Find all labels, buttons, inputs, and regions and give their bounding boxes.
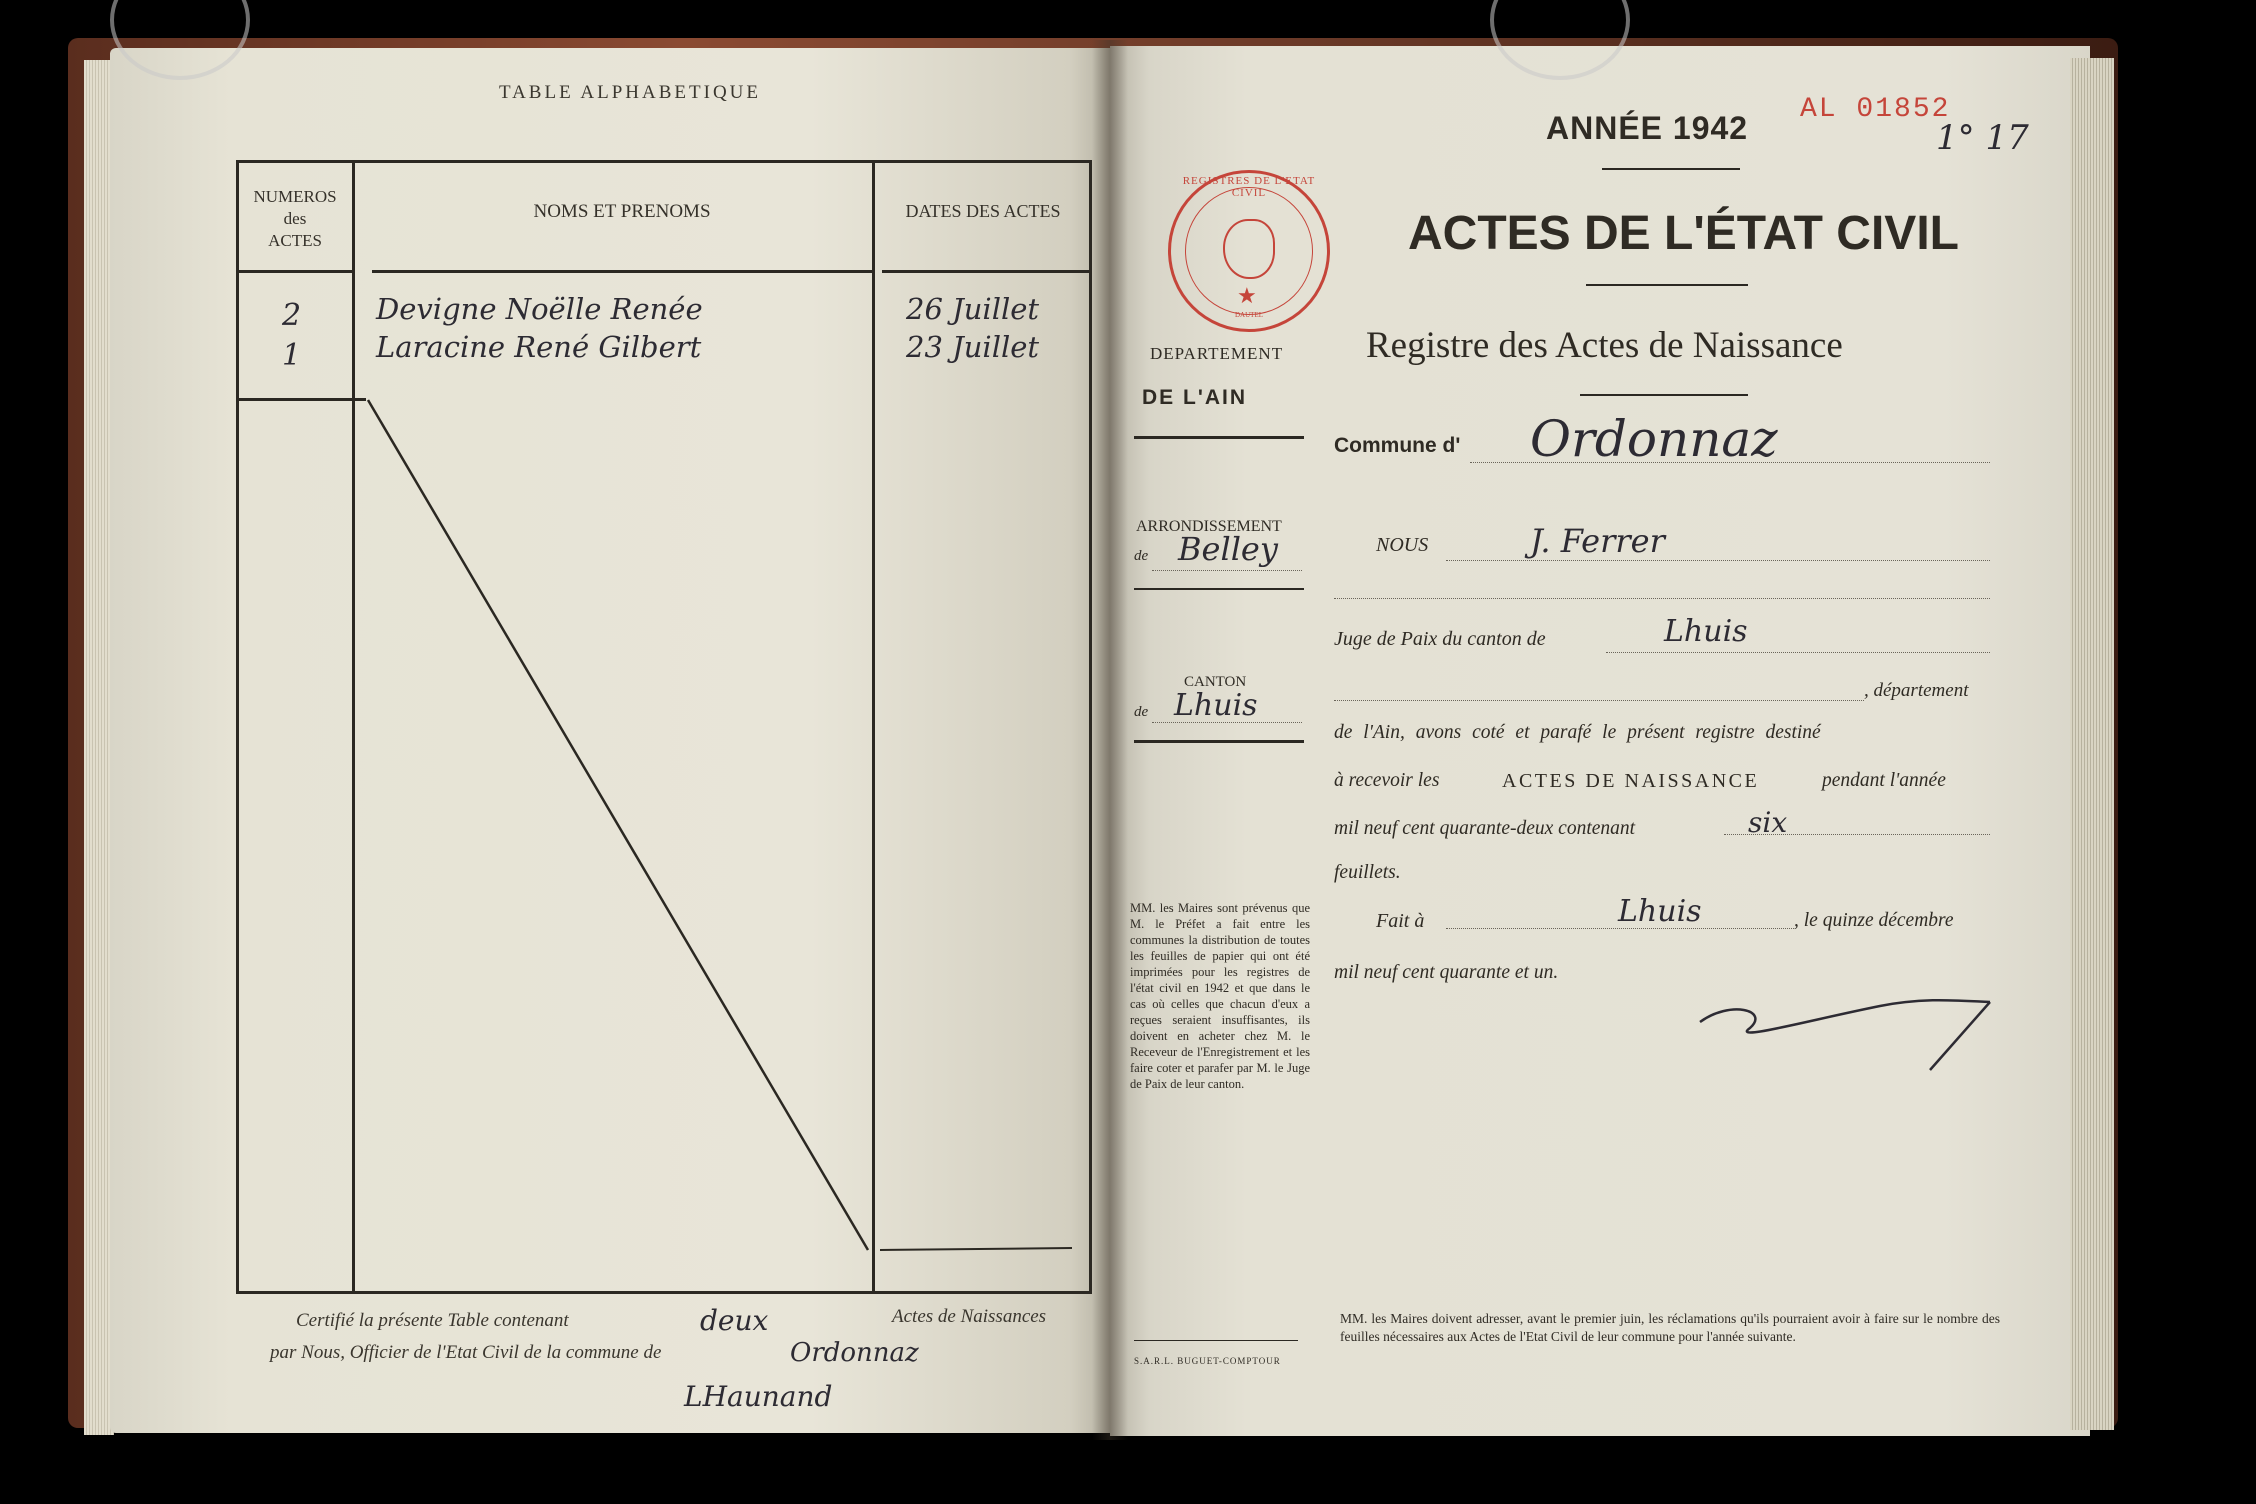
civil-registry-seal (1168, 170, 1330, 332)
juge-label: Juge de Paix du canton de (1334, 628, 1546, 650)
commune-label: Commune d' (1334, 434, 1461, 457)
entry-1-nom: Devigne Noëlle Renée (376, 292, 703, 326)
entry-2-nom: Laracine René Gilbert (376, 330, 702, 364)
canton-label: CANTON (1184, 674, 1247, 690)
departement-rule (1134, 436, 1304, 439)
table-divider-2 (872, 160, 875, 1294)
nous-label: NOUS (1376, 534, 1429, 556)
column-header-dates: DATES DES ACTES (905, 201, 1061, 221)
folio-number: 1° 17 (1936, 118, 2029, 158)
fait-value: Lhuis (1618, 894, 1702, 929)
row-rule-numeros (236, 398, 366, 401)
arrondissement-label: ARRONDISSEMENT (1136, 518, 1282, 535)
header-rule-numeros (236, 270, 355, 273)
column-header-numeros-line3: ACTES (268, 231, 322, 251)
footer-signature: LHaunand (684, 1380, 833, 1413)
juge-signature (1690, 980, 2010, 1080)
body-line-4: feuillets. (1334, 862, 1401, 883)
subtitle-underline (1580, 394, 1748, 396)
feuillets-count: six (1748, 806, 1788, 839)
footer-note: MM. les Maires doivent adresser, avant le premier juin, les réclamations qu'ils pourraient avoir à faire sur le nombre des feuilles nécessaires aux Actes de l'Etat Civil de leur commune pour l'année suivante. (1340, 1311, 2000, 1344)
maires-notice: MM. les Maires sont prévenus que M. le Préfet a fait entre les communes la distribution de toutes les feuilles de papier qui ont été imprimées pour les registres de l'état civil en 1942 et que dans le cas où celles que chacun d'eux a reçues seraient insuffisantes, ils doivent en acheter chez M. le Receveur de l'Enregistrement et les faire coter et parafer par M. le Juge de Paix de leur canton. (1130, 901, 1310, 1091)
commune-value: Ordonnaz (1530, 410, 1778, 468)
fait-dotted-line (1446, 928, 1794, 929)
footer-count-handwritten: deux (700, 1304, 769, 1337)
star-icon: ★ (1237, 283, 1257, 308)
last-line: mil neuf cent quarante et un. (1334, 962, 1559, 983)
juge-dotted-line (1606, 652, 1990, 653)
nous-dotted-line-2 (1334, 598, 1990, 599)
arrondissement-rule (1134, 588, 1304, 590)
column-header-noms: NOMS ET PRENOMS (533, 201, 711, 222)
departement-label: DEPARTEMENT (1150, 344, 1284, 363)
fait-label: Fait à (1376, 910, 1425, 932)
canton-dotted-line (1152, 722, 1302, 723)
arrondissement-value: Belley (1178, 530, 1278, 568)
seal-text: REGISTRES DE L'ETAT CIVIL (1182, 175, 1316, 199)
fait-suffix: , le quinze décembre (1794, 910, 1954, 931)
body-line-1: de l'Ain, avons coté et parafé le présent registre destiné (1334, 722, 1821, 743)
body-line-2-prefix: à recevoir les (1334, 770, 1440, 791)
departement-tail: , département (1864, 680, 1969, 701)
body-line-2-suffix: pendant l'année (1822, 770, 1946, 791)
year-underline (1602, 168, 1740, 170)
nous-dotted-line (1446, 560, 1990, 561)
register-subtitle: Registre des Actes de Naissance (1366, 325, 1843, 366)
header-rule-dates (882, 270, 1090, 273)
departement-value: DE L'AIN (1142, 386, 1247, 409)
departement-dotted-line (1334, 700, 1864, 701)
printer-imprint: S.A.R.L. BUGUET-COMPTOUR (1134, 1356, 1281, 1366)
main-title-underline (1586, 284, 1748, 286)
marianne-head-icon (1223, 219, 1275, 279)
commune-dotted-line (1470, 462, 1990, 463)
stamp-number: AL 01852 (1800, 94, 1951, 125)
column-header-numeros (238, 186, 352, 252)
arrondissement-prefix: de (1134, 548, 1149, 564)
footer-actes-text: Actes de Naissances (892, 1306, 1047, 1327)
canton-rule (1134, 740, 1304, 743)
arrondissement-dotted-line (1152, 570, 1302, 571)
column-header-numeros-line2: des (283, 209, 307, 229)
entry-2-date: 23 Juillet (906, 330, 1040, 364)
canton-prefix: de (1134, 704, 1149, 720)
column-header-numeros-line1: NUMEROS (253, 187, 337, 206)
seal-maker: DAUTEL (1235, 311, 1263, 319)
footer-officier-text: par Nous, Officier de l'Etat Civil de la commune de (270, 1342, 662, 1363)
body-line-2-caps: ACTES DE NAISSANCE (1502, 770, 1760, 792)
feuillets-dotted-line (1724, 834, 1990, 835)
main-title: ACTES DE L'ÉTAT CIVIL (1408, 207, 1959, 260)
entry-1-date: 26 Juillet (906, 292, 1040, 326)
header-rule-noms (372, 270, 872, 273)
imprint-rule (1134, 1340, 1298, 1341)
footer-commune-handwritten: Ordonnaz (790, 1338, 919, 1368)
right-page-stack (2070, 58, 2114, 1430)
table-title: TABLE ALPHABETIQUE (499, 82, 761, 103)
entry-1-numero: 2 (282, 298, 302, 333)
juge-value: Lhuis (1664, 614, 1748, 649)
book-gutter (1092, 40, 1128, 1440)
canton-value: Lhuis (1174, 688, 1258, 723)
entry-2-numero: 1 (282, 338, 302, 373)
table-divider-1 (352, 160, 355, 1294)
footer-certifie-text: Certifié la présente Table contenant (296, 1310, 569, 1331)
year-label: ANNÉE 1942 (1546, 110, 1749, 146)
nous-value: J. Ferrer (1530, 522, 1665, 560)
body-line-3-prefix: mil neuf cent quarante-deux contenant (1334, 818, 1636, 839)
